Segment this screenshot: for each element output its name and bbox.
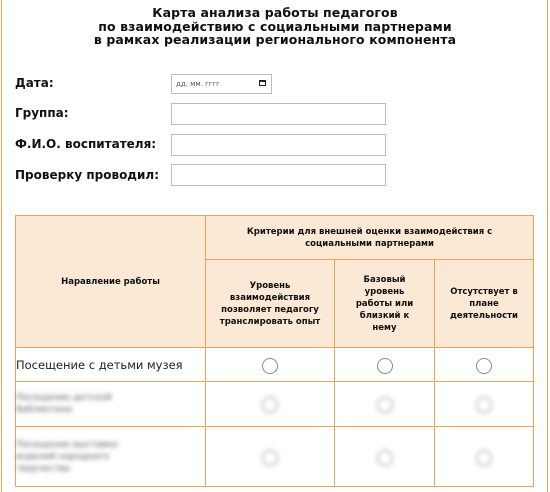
- col-high-header: Уровень взаимодействия позволяет педагогу транслировать опыт: [206, 260, 335, 348]
- table-row: [16, 382, 534, 427]
- direction-header: Наравление работы: [16, 216, 206, 348]
- table-row: [16, 348, 534, 382]
- criteria-header: Критерии для внешней оценки взаимодействия с социальными партнерами: [206, 216, 534, 260]
- radio-base[interactable]: [377, 358, 393, 374]
- row-name: Посещение детской библиотеки: [16, 382, 206, 427]
- title-line-2: по взаимодействию с социальными партнерами: [98, 18, 452, 34]
- radio-base[interactable]: [377, 397, 393, 413]
- col-base-header: Базовый уровень работы или близкий к нему: [335, 260, 435, 348]
- date-input[interactable]: [171, 74, 272, 94]
- inspector-label: Проверку проводил:: [15, 168, 159, 182]
- radio-high[interactable]: [262, 397, 278, 413]
- table-row: [16, 427, 534, 487]
- radio-high[interactable]: [262, 450, 278, 466]
- row-name: Посещение с детьми музея: [16, 348, 206, 382]
- title-line-1: Карта анализа работы педагогов: [152, 5, 398, 20]
- col-absent-header: Отсутствует в плане деятельности: [435, 260, 534, 348]
- date-placeholder: дд. мм. гггг: [176, 80, 220, 88]
- radio-high[interactable]: [262, 358, 278, 374]
- radio-absent[interactable]: [476, 450, 492, 466]
- teacher-label: Ф.И.О. воспитателя:: [15, 137, 157, 151]
- group-input[interactable]: [171, 103, 386, 125]
- page-title: [0, 6, 550, 47]
- inspector-input[interactable]: [171, 164, 386, 186]
- title-line-3: в рамках реализации регионального компонента: [93, 32, 457, 47]
- teacher-input[interactable]: [171, 134, 386, 156]
- assessment-table: [15, 215, 534, 487]
- calendar-icon[interactable]: [259, 80, 266, 86]
- group-label: Группа:: [15, 106, 69, 120]
- radio-base[interactable]: [377, 450, 393, 466]
- radio-absent[interactable]: [476, 358, 492, 374]
- row-name: Посещение выставки изделий народного творчества: [16, 427, 206, 487]
- date-label: Дата:: [15, 76, 54, 90]
- radio-absent[interactable]: [476, 397, 492, 413]
